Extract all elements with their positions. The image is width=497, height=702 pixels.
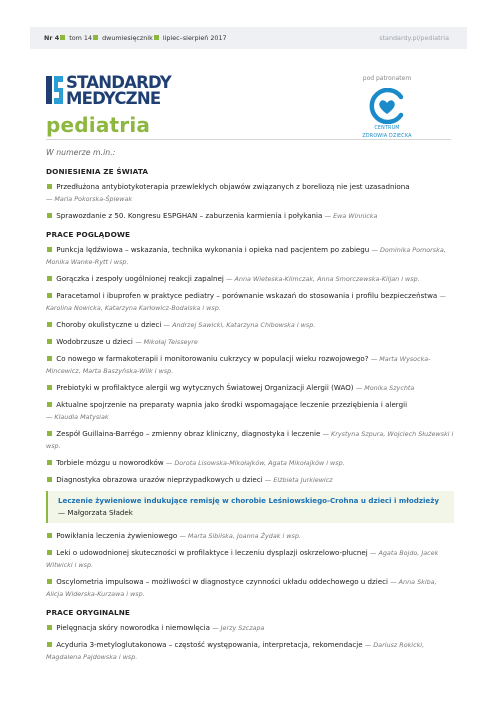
article-title: Gorączka i zespoły uogólnionej reakcji zapalnej xyxy=(56,274,224,283)
list-item[interactable] xyxy=(46,547,454,571)
article-authors: — Monika Szychta xyxy=(355,384,415,392)
article-authors: — Krystyna Szpura, Wojciech Służewski i wsp. xyxy=(46,430,454,450)
list-item[interactable] xyxy=(46,639,454,663)
list-item[interactable] xyxy=(46,428,454,452)
brand-line-1: STANDARDY xyxy=(66,73,171,92)
bullet-square-icon xyxy=(47,579,52,584)
article-title: Punkcja lędźwiowa – wskazania, technika wykonania i opieka nad pacjentem po zabiegu xyxy=(56,245,370,254)
list-item[interactable] xyxy=(46,399,454,423)
bullet-square-icon xyxy=(47,293,52,298)
list-item[interactable] xyxy=(46,273,454,285)
list-item[interactable] xyxy=(46,319,454,331)
article-title: Aktualne spojrzenie na preparaty wapnia jako środki wspomagające leczenie przeziębienia i alergii xyxy=(56,400,408,409)
table-of-contents xyxy=(46,147,454,668)
list-item[interactable] xyxy=(46,382,454,394)
brand-line-2: MEDYCZNE xyxy=(66,89,161,108)
article-title: Prebiotyki w profilaktyce alergii wg wytycznych Światowej Organizacji Alergii (WAO) xyxy=(56,383,354,392)
article-title: Pielęgnacja skóry noworodka i niemowlęcia xyxy=(56,623,210,632)
section-title: PRACE ORYGINALNE xyxy=(46,608,130,617)
bullet-square-icon xyxy=(154,35,159,40)
article-authors: — Karolina Nowicka, Katarzyna Karłowicz-Bodalska i wsp. xyxy=(46,292,446,312)
volume: tom 14 xyxy=(69,34,93,42)
header-divider xyxy=(46,139,451,140)
issue-info-bar xyxy=(30,27,467,49)
featured-article-authors: — Małgorzata Sładek xyxy=(58,508,133,517)
bullet-square-icon xyxy=(47,213,52,218)
article-title: Diagnostyka obrazowa urazów nieprzypadkowych u dzieci xyxy=(56,475,263,484)
standardy-medyczne-logo xyxy=(46,74,206,114)
heart-c-logo-icon xyxy=(368,88,406,124)
bullet-square-icon xyxy=(93,35,98,40)
list-item[interactable] xyxy=(46,181,454,205)
section-title: DONIESIENIA ZE ŚWIATA xyxy=(46,167,149,176)
featured-article-title: Leczenie żywieniowe indukujące remisję w chorobie Leśniowskiego-Crohna u dzieci i młodzieży xyxy=(58,496,439,505)
bullet-square-icon xyxy=(47,550,52,555)
patronage-label: pod patronatem xyxy=(362,75,412,82)
article-authors: — Anna Skiba, Alicja Widerska-Kurzawa i wsp. xyxy=(46,578,437,598)
article-title: Oscylometria impulsowa – możliwości w diagnostyce czynności układu oddechowego u dzieci xyxy=(56,577,388,586)
article-authors: — Dorota Lisowska-Mikołajków, Agata Mikołajków i wsp. xyxy=(165,459,345,467)
article-authors: — Marta Sibilska, Joanna Żydak i wsp. xyxy=(179,532,301,540)
issue-number: Nr 4 xyxy=(44,34,60,42)
list-item[interactable] xyxy=(46,210,454,222)
bullet-square-icon xyxy=(47,356,52,361)
list-item[interactable] xyxy=(46,336,454,348)
article-title: Torbiele mózgu u noworodków xyxy=(56,458,164,467)
featured-article[interactable] xyxy=(46,491,454,523)
bullet-square-icon xyxy=(47,477,52,482)
article-authors: — Maria Pokorska-Śpiewak xyxy=(46,195,133,203)
journal-title: pediatria xyxy=(46,113,151,137)
contents-heading: W numerze m.in.: xyxy=(46,148,116,157)
bullet-square-icon xyxy=(60,35,65,40)
list-item[interactable] xyxy=(46,474,454,486)
period: lipiec–sierpień 2017 xyxy=(162,34,227,42)
article-authors: — Dariusz Rokicki, Magdalena Pajdowska i wsp. xyxy=(46,641,425,661)
bullet-square-icon xyxy=(47,431,52,436)
issue-info xyxy=(44,27,227,49)
patronage-badge xyxy=(351,75,423,140)
article-title: Choroby okulistyczne u dzieci xyxy=(56,320,162,329)
bullet-square-icon xyxy=(47,184,52,189)
bullet-square-icon xyxy=(47,402,52,407)
bullet-square-icon xyxy=(47,533,52,538)
article-title: Sprawozdanie z 50. Kongresu ESPGHAN – zaburzenia karmienia i połykania xyxy=(56,211,323,220)
list-item[interactable] xyxy=(46,244,454,268)
bullet-square-icon xyxy=(47,247,52,252)
article-title: Acyduria 3-metyloglutakonowa – częstość występowania, interpretacja, rekomendacje xyxy=(56,640,363,649)
frequency: dwumiesięcznik xyxy=(102,34,153,42)
article-authors: — Andrzej Sawicki, Katarzyna Chibowska i wsp. xyxy=(163,321,316,329)
article-authors: — Agata Bojdo, Jacek Witwicki i wsp. xyxy=(46,549,439,569)
article-title: Leki o udowodnionej skuteczności w profilaktyce i leczeniu dysplazji oskrzelowo-płucnej xyxy=(56,548,368,557)
article-title: Zespół Guillaina-Barrégo – zmienny obraz kliniczny, diagnostyka i leczenie xyxy=(56,429,321,438)
patronage-org-line-1: CENTRUM xyxy=(374,126,400,131)
bullet-square-icon xyxy=(47,339,52,344)
article-authors: — Anna Wieteska-Klimczak, Anna Smorczewska-Kiljan i wsp. xyxy=(226,275,420,283)
patronage-org-line-2: ZDROWIA DZIECKA xyxy=(362,134,412,139)
article-authors: — Mikołaj Teisseyre xyxy=(135,338,198,346)
article-authors: — Elżbieta Jurkiewicz xyxy=(264,476,333,484)
article-title: Wodobrzusze u dzieci xyxy=(56,337,133,346)
bullet-square-icon xyxy=(47,276,52,281)
article-title: Powikłania leczenia żywieniowego xyxy=(56,531,178,540)
list-item[interactable] xyxy=(46,622,454,634)
article-authors: — Marta Wysocka-Mincewicz, Marta Baszyńska-Wilk i wsp. xyxy=(46,355,431,375)
bullet-square-icon xyxy=(47,385,52,390)
article-authors: — Dominika Pomorska, Monika Wanke-Rytt i wsp. xyxy=(46,246,446,266)
bullet-square-icon xyxy=(47,642,52,647)
article-title: Paracetamol i ibuprofen w praktyce pediatry – porównanie wskazań do stosowania i profilu bezpieczeństwa xyxy=(56,291,438,300)
list-item[interactable] xyxy=(46,353,454,377)
bullet-square-icon xyxy=(47,460,52,465)
list-item[interactable] xyxy=(46,576,454,600)
journal-url-link[interactable]: standardy.pl/pediatria xyxy=(379,34,449,42)
list-item[interactable] xyxy=(46,530,454,542)
logo-mark-icon xyxy=(46,74,64,106)
list-item[interactable] xyxy=(46,457,454,469)
article-title: Co nowego w farmakoterapii i monitorowaniu cukrzycy w populacji wieku rozwojowego? xyxy=(56,354,369,363)
section-title: PRACE POGLĄDOWE xyxy=(46,230,131,239)
article-title: Przedłużona antybiotykoterapia przewlekłych objawów związanych z boreliozą nie jest uzasadniona xyxy=(56,182,410,191)
bullet-square-icon xyxy=(47,625,52,630)
list-item[interactable] xyxy=(46,290,454,314)
article-authors: — Ewa Winnicka xyxy=(324,212,378,220)
article-authors: — Klaudia Matysiak xyxy=(46,413,109,421)
article-authors: — Jerzy Szczapa xyxy=(212,624,265,632)
bullet-square-icon xyxy=(47,322,52,327)
